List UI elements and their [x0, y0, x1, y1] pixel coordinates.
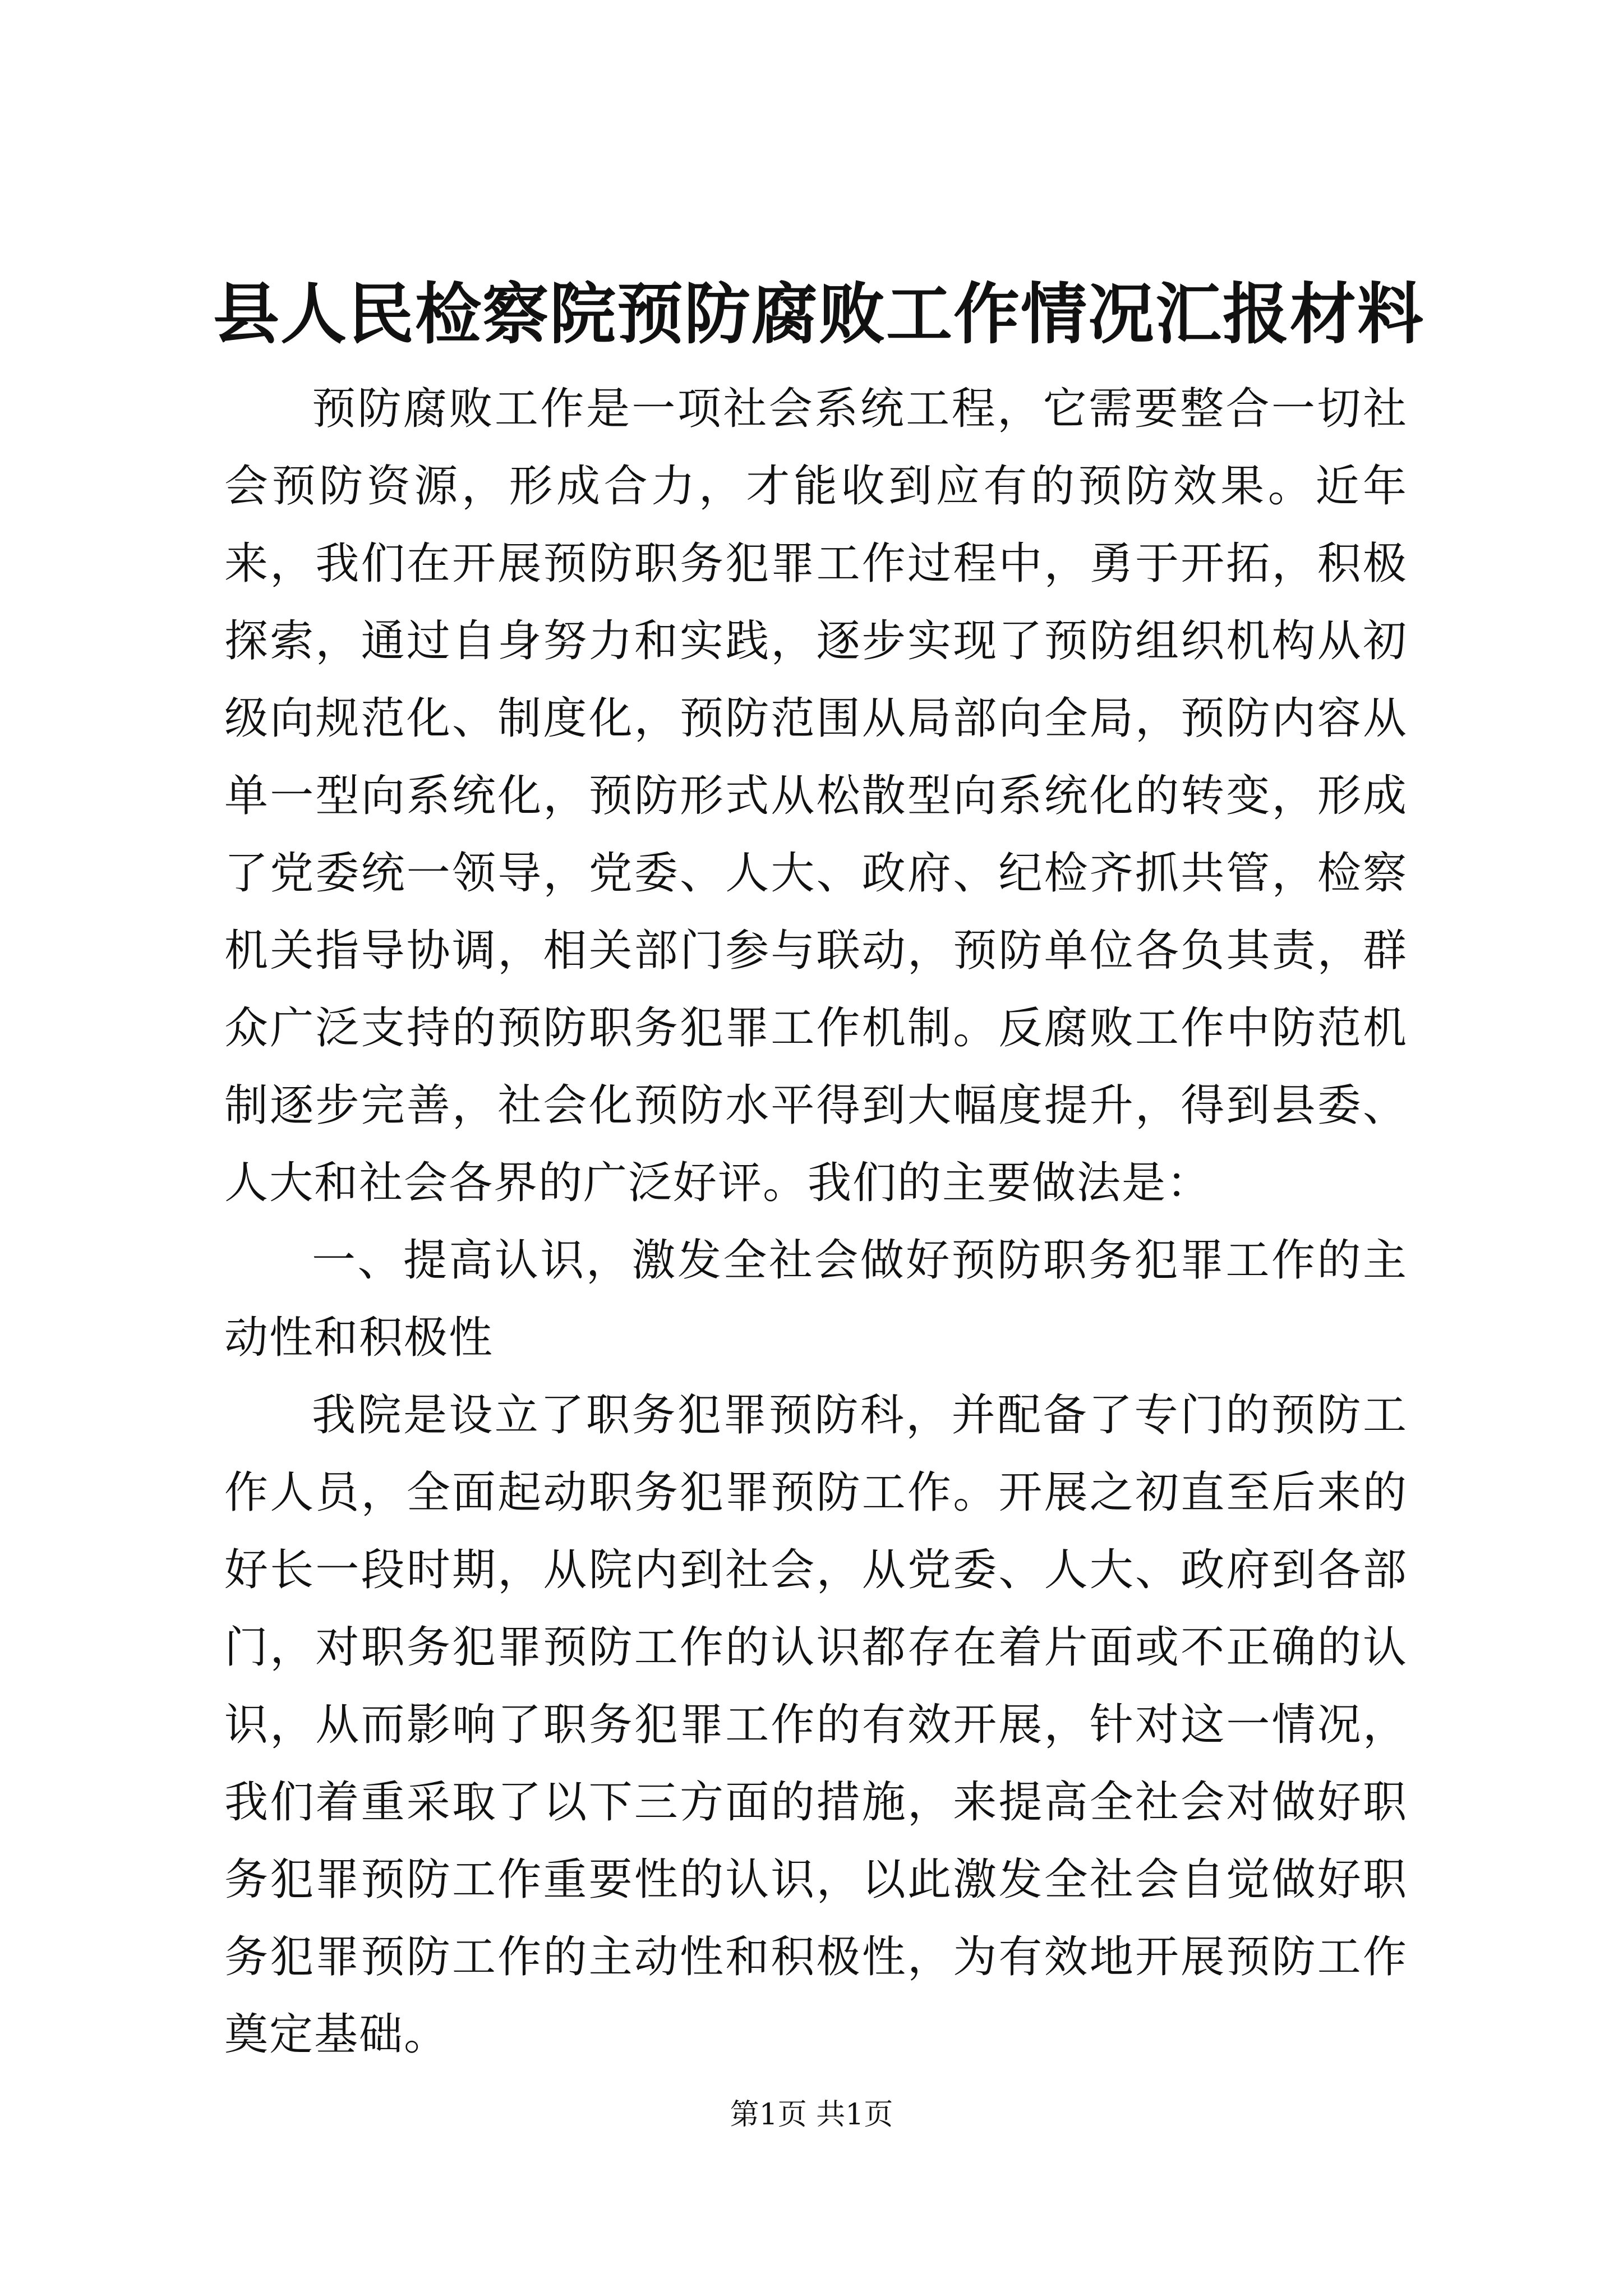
document-body [224, 370, 1408, 2073]
document-title: 县人民检察院预防腐败工作情况汇报材料 [213, 275, 1425, 353]
paragraph-intro: 预防腐败工作是一项社会系统工程，它需要整合一切社会预防资源，形成合力，才能收到应有的预防效果。近年来，我们在开展预防职务犯罪工作过程中，勇于开拓，积极探索，通过自身努力和实践，逐步实现了预防组织机构从初级向规范化、制度化，预防范围从局部向全局，预防内容从单一型向系统化，预防形式从松散型向系统化的转变，形成了党委统一领导，党委、人大、政府、纪检齐抓共管，检察机关指导协调，相关部门参与联动，预防单位各负其责，群众广泛支持的预防职务犯罪工作机制。反腐败工作中防范机制逐步完善，社会化预防水平得到大幅度提升，得到县委、人大和社会各界的广泛好评。我们的主要做法是： [224, 384, 1408, 1208]
page-footer: 第1页 共1页 [730, 2098, 893, 2132]
paragraph-section-1: 我院是设立了职务犯罪预防科，并配备了专门的预防工作人员，全面起动职务犯罪预防工作。开展之初直至后来的好长一段时期，从院内到社会，从党委、人大、政府到各部门，对职务犯罪预防工作的认识都存在着片面或不正确的认识，从而影响了职务犯罪工作的有效开展，针对这一情况，我们着重采取了以下三方面的措施，来提高全社会对做好职务犯罪预防工作重要性的认识，以此激发全社会自觉做好职务犯罪预防工作的主动性和积极性，为有效地开展预防工作奠定基础。 [224, 1390, 1408, 2060]
section-heading-1: 一、提高认识，激发全社会做好预防职务犯罪工作的主动性和积极性 [224, 1235, 1408, 1363]
